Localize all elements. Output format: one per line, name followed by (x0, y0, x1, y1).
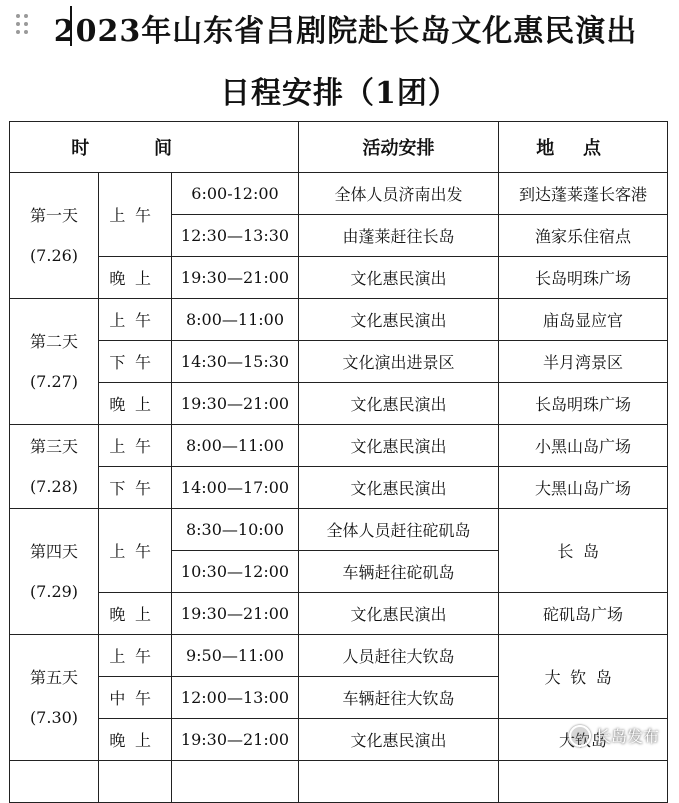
place-cell: 到达蓬莱蓬长客港 (499, 173, 668, 215)
place-cell: 大黑山岛广场 (499, 467, 668, 509)
empty-cell (10, 761, 99, 803)
activity-cell: 人员赶往大钦岛 (299, 635, 499, 677)
place-cell: 长岛明珠广场 (499, 257, 668, 299)
header-time: 时间 (10, 122, 299, 173)
table-row (10, 467, 668, 509)
day-cell (10, 299, 99, 425)
period-cell: 下午 (99, 467, 172, 509)
table-header-row (10, 122, 668, 173)
period-cell: 上午 (99, 635, 172, 677)
activity-cell: 车辆赶往砣矶岛 (299, 551, 499, 593)
day-label: 第一天 (29, 205, 78, 225)
activity-cell: 文化惠民演出 (299, 719, 499, 761)
time-cell: 10:30—12:00 (172, 551, 299, 593)
day-date: (7.30) (29, 707, 79, 727)
table-row-continuation (10, 761, 668, 803)
document-subtitle: 日程安排（1团） (220, 76, 459, 111)
document-title: 2023年山东省吕剧院赴长岛文化惠民演出 (53, 14, 638, 49)
activity-cell: 文化惠民演出 (299, 383, 499, 425)
period-cell: 下午 (99, 341, 172, 383)
empty-cell (299, 761, 499, 803)
time-cell: 14:30—15:30 (172, 341, 299, 383)
day-label: 第二天 (29, 331, 78, 351)
time-cell: 19:30—21:00 (172, 719, 299, 761)
place-cell: 大钦岛 (499, 635, 668, 719)
time-cell: 12:00—13:00 (172, 677, 299, 719)
day-label: 第四天 (29, 541, 78, 561)
time-cell: 19:30—21:00 (172, 593, 299, 635)
activity-cell: 文化惠民演出 (299, 467, 499, 509)
activity-cell: 由蓬莱赶往长岛 (299, 215, 499, 257)
time-cell: 8:00—11:00 (172, 425, 299, 467)
day-date: (7.28) (29, 476, 79, 496)
watermark-text: 长岛发布 (594, 727, 659, 746)
period-cell: 晚上 (99, 593, 172, 635)
activity-cell: 文化惠民演出 (299, 257, 499, 299)
empty-cell (499, 761, 668, 803)
place-cell: 庙岛显应官 (499, 299, 668, 341)
day-date: (7.27) (29, 371, 79, 391)
period-cell: 晚上 (99, 257, 172, 299)
day-label: 第三天 (29, 436, 78, 456)
table-row (10, 635, 668, 677)
place-cell: 半月湾景区 (499, 341, 668, 383)
place-cell: 小黑山岛广场 (499, 425, 668, 467)
day-date: (7.29) (29, 581, 79, 601)
period-cell: 中午 (99, 677, 172, 719)
empty-cell (99, 761, 172, 803)
time-cell: 9:50—11:00 (172, 635, 299, 677)
day-label: 第五天 (29, 667, 78, 687)
period-cell: 上午 (99, 299, 172, 341)
watermark (569, 724, 659, 747)
place-cell: 大钦岛 (499, 719, 668, 761)
table-row (10, 383, 668, 425)
period-cell: 晚上 (99, 719, 172, 761)
period-cell: 晚上 (99, 383, 172, 425)
place-cell: 长岛明珠广场 (499, 383, 668, 425)
time-cell: 6:00-12:00 (172, 173, 299, 215)
table-row (10, 509, 668, 551)
place-cell: 长岛 (499, 509, 668, 593)
activity-cell: 文化演出进景区 (299, 341, 499, 383)
table-row (10, 425, 668, 467)
table-row (10, 341, 668, 383)
place-cell: 渔家乐住宿点 (499, 215, 668, 257)
day-cell (10, 173, 99, 299)
day-date: (7.26) (29, 245, 79, 265)
period-cell: 上午 (99, 425, 172, 467)
table-row (10, 593, 668, 635)
empty-cell (172, 761, 299, 803)
period-cell: 上午 (99, 173, 172, 257)
day-cell (10, 635, 99, 761)
table-row (10, 173, 668, 215)
time-cell: 14:00—17:00 (172, 467, 299, 509)
activity-cell: 文化惠民演出 (299, 299, 499, 341)
activity-cell: 文化惠民演出 (299, 425, 499, 467)
activity-cell: 全体人员济南出发 (299, 173, 499, 215)
channel-logo-icon (569, 725, 591, 747)
header-activity: 活动安排 (299, 122, 499, 173)
schedule-table (9, 121, 668, 803)
day-cell (10, 425, 99, 509)
activity-cell: 全体人员赶往砣矶岛 (299, 509, 499, 551)
header-place: 地点 (499, 122, 668, 173)
time-cell: 19:30—21:00 (172, 257, 299, 299)
time-cell: 8:30—10:00 (172, 509, 299, 551)
place-cell: 砣矶岛广场 (499, 593, 668, 635)
day-cell (10, 509, 99, 635)
time-cell: 12:30—13:30 (172, 215, 299, 257)
table-row (10, 257, 668, 299)
time-cell: 8:00—11:00 (172, 299, 299, 341)
activity-cell: 文化惠民演出 (299, 593, 499, 635)
time-cell: 19:30—21:00 (172, 383, 299, 425)
table-row (10, 299, 668, 341)
activity-cell: 车辆赶往大钦岛 (299, 677, 499, 719)
period-cell: 上午 (99, 509, 172, 593)
